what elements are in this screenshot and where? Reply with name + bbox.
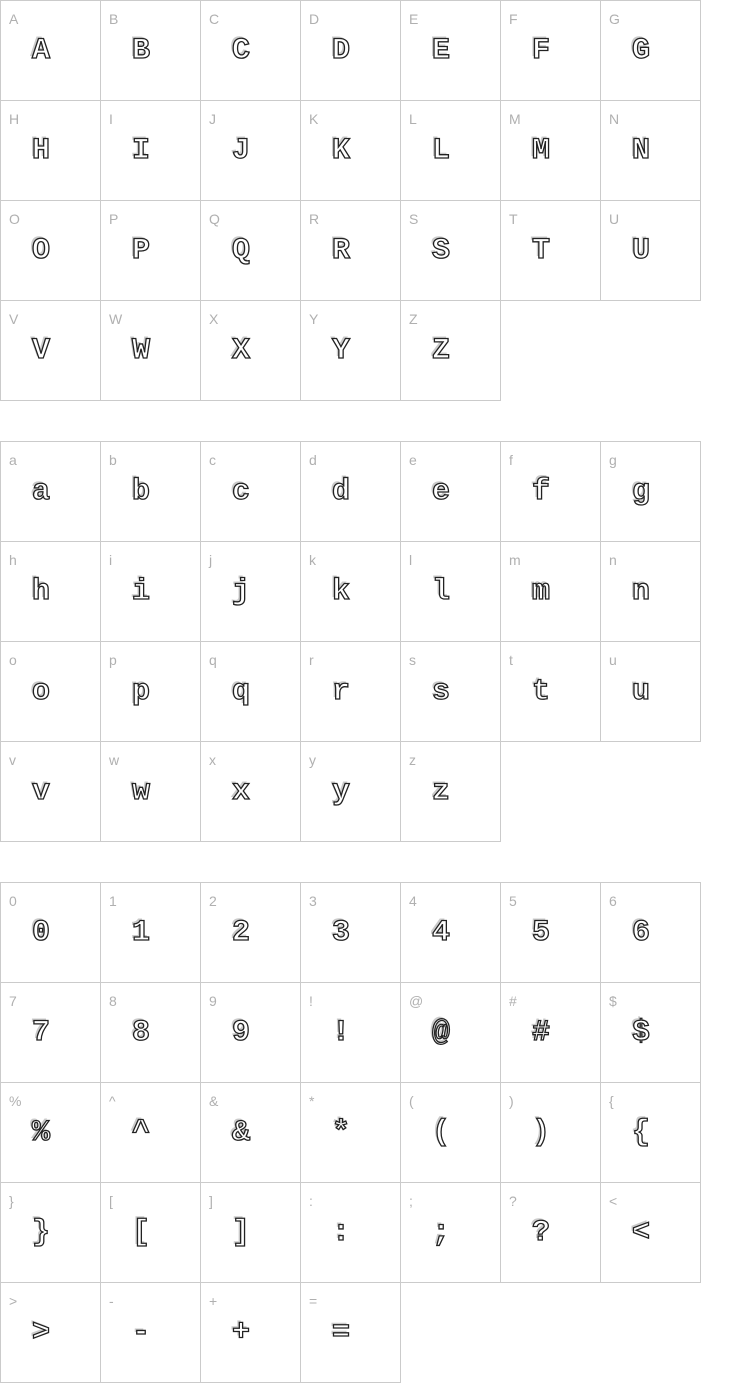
cell-label: : (309, 1193, 313, 1209)
glyph-cell (301, 301, 401, 401)
cell-glyph: > (31, 1315, 50, 1350)
glyph-cell (201, 883, 301, 983)
cell-glyph: g (631, 474, 650, 509)
cell-glyph: B (131, 33, 150, 68)
glyph-cell (1, 1, 101, 101)
cell-glyph: s (431, 674, 450, 709)
cell-glyph: o (31, 674, 50, 709)
cell-label: ] (209, 1193, 213, 1209)
glyph-cell (101, 1083, 201, 1183)
cell-label: & (209, 1093, 219, 1109)
cell-label: < (609, 1193, 618, 1209)
cell-glyph: - (131, 1315, 150, 1350)
cell-glyph: M (531, 133, 550, 168)
cell-label: u (609, 652, 617, 668)
cell-label: l (409, 552, 413, 568)
cell-label: d (309, 452, 317, 468)
glyph-cell (401, 542, 501, 642)
cell-label: @ (409, 993, 424, 1009)
cell-glyph: 5 (531, 915, 550, 950)
cell-label: f (509, 452, 513, 468)
cell-label: # (509, 993, 517, 1009)
cell-glyph: = (331, 1315, 350, 1350)
glyph-cell (101, 542, 201, 642)
cell-label: L (409, 111, 417, 127)
cell-glyph: 1 (131, 915, 150, 950)
glyph-cell (501, 883, 601, 983)
cell-glyph: D (331, 33, 350, 68)
glyph-cell (401, 301, 501, 401)
glyph-cell (501, 1083, 601, 1183)
cell-glyph: H (31, 133, 50, 168)
cell-glyph: Y (331, 333, 350, 368)
cell-label: Y (309, 311, 319, 327)
cell-glyph: G (631, 33, 650, 68)
cell-label: M (509, 111, 521, 127)
cell-glyph: b (131, 474, 150, 509)
cell-glyph: 7 (31, 1015, 50, 1050)
cell-glyph: e (431, 474, 450, 509)
cell-glyph: Z (431, 333, 450, 368)
glyph-cell (101, 1, 201, 101)
glyph-cell (101, 301, 201, 401)
cell-label: - (109, 1293, 114, 1309)
cell-label: i (109, 552, 113, 568)
cell-label: 9 (209, 993, 217, 1009)
glyph-cell (101, 442, 201, 542)
cell-label: y (309, 752, 316, 768)
glyph-cell (501, 101, 601, 201)
cell-glyph: < (631, 1215, 650, 1250)
glyph-cell (501, 442, 601, 542)
cell-label: ( (409, 1093, 414, 1109)
cell-glyph: k (331, 574, 350, 609)
glyph-cell (301, 442, 401, 542)
cell-glyph: ] (231, 1215, 250, 1250)
cell-label: q (209, 652, 217, 668)
cell-label: % (9, 1093, 22, 1109)
cell-glyph: ; (431, 1215, 450, 1250)
cell-glyph: T (531, 233, 550, 268)
cell-glyph: h (31, 574, 50, 609)
cell-label: h (9, 552, 17, 568)
glyph-cell (301, 1, 401, 101)
cell-label: U (609, 211, 620, 227)
cell-label: ; (409, 1193, 413, 1209)
cell-label: O (9, 211, 20, 227)
cell-glyph: j (231, 574, 250, 609)
cell-glyph: l (431, 574, 450, 609)
cell-label: ) (509, 1093, 514, 1109)
glyph-cell (501, 201, 601, 301)
cell-glyph: I (131, 133, 150, 168)
glyph-cell (501, 1, 601, 101)
cell-glyph: O (31, 233, 50, 268)
glyph-cell (401, 983, 501, 1083)
cell-label: D (309, 11, 320, 27)
glyph-cell (201, 101, 301, 201)
glyph-cell (301, 201, 401, 301)
cell-glyph: [ (131, 1215, 150, 1250)
cell-label: $ (609, 993, 617, 1009)
glyph-cell (401, 642, 501, 742)
cell-glyph: 9 (231, 1015, 250, 1050)
glyph-cell (401, 442, 501, 542)
glyph-cell (201, 542, 301, 642)
cell-glyph: f (531, 474, 550, 509)
cell-glyph: P (131, 233, 150, 268)
cell-glyph: d (331, 474, 350, 509)
cell-label: V (9, 311, 19, 327)
glyph-cell (201, 1083, 301, 1183)
cell-glyph: * (331, 1115, 350, 1150)
glyph-cell (1, 201, 101, 301)
glyph-cell (201, 1, 301, 101)
cell-glyph: 6 (631, 915, 650, 950)
cell-label: { (609, 1093, 614, 1109)
glyph-cell (301, 742, 401, 842)
cell-glyph: } (31, 1215, 50, 1250)
cell-label: a (9, 452, 17, 468)
glyph-cell (401, 101, 501, 201)
cell-glyph: N (631, 133, 650, 168)
cell-glyph: F (531, 33, 550, 68)
cell-glyph: J (231, 133, 250, 168)
cell-label: m (509, 552, 521, 568)
glyph-cell (101, 101, 201, 201)
cell-glyph: q (231, 674, 250, 709)
cell-label: r (309, 652, 314, 668)
cell-glyph: 4 (431, 915, 450, 950)
cell-label: = (309, 1293, 318, 1309)
cell-glyph: a (31, 474, 50, 509)
cell-glyph: U (631, 233, 650, 268)
cell-label: x (209, 752, 216, 768)
glyph-cell (1, 883, 101, 983)
cell-label: p (109, 652, 117, 668)
glyph-cell (1, 301, 101, 401)
cell-label: [ (109, 1193, 113, 1209)
cell-glyph: # (531, 1015, 550, 1050)
cell-glyph: z (431, 774, 450, 809)
glyph-cell (201, 642, 301, 742)
cell-label: o (9, 652, 17, 668)
cell-glyph: E (431, 33, 450, 68)
cell-glyph: t (531, 674, 550, 709)
glyph-cell (101, 1283, 201, 1383)
cell-glyph: K (331, 133, 350, 168)
cell-glyph: { (631, 1115, 650, 1150)
glyph-cell (1, 542, 101, 642)
cell-label: b (109, 452, 117, 468)
cell-glyph: X (231, 333, 250, 368)
cell-label: Z (409, 311, 418, 327)
cell-glyph: p (131, 674, 150, 709)
cell-label: 3 (309, 893, 317, 909)
cell-label: j (209, 552, 213, 568)
glyph-cell (1, 1183, 101, 1283)
glyph-cell (1, 1083, 101, 1183)
glyph-cell (601, 983, 701, 1083)
glyph-cell (201, 301, 301, 401)
digits-symbols-glyph-grid (0, 882, 701, 1383)
cell-label: P (109, 211, 119, 227)
glyph-cell (101, 742, 201, 842)
cell-label: c (209, 452, 216, 468)
cell-label: J (209, 111, 216, 127)
cell-glyph: R (331, 233, 350, 268)
cell-glyph: 3 (331, 915, 350, 950)
cell-label: s (409, 652, 416, 668)
cell-label: ? (509, 1193, 517, 1209)
cell-glyph: v (31, 774, 50, 809)
cell-label: 2 (209, 893, 217, 909)
cell-label: } (9, 1193, 14, 1209)
cell-glyph: 0 (31, 915, 50, 950)
glyph-cell (1, 742, 101, 842)
glyph-cell (201, 1283, 301, 1383)
cell-label: g (609, 452, 617, 468)
cell-glyph: 2 (231, 915, 250, 950)
glyph-cell (301, 983, 401, 1083)
cell-glyph: ) (531, 1115, 550, 1150)
cell-glyph: y (331, 774, 350, 809)
cell-label: e (409, 452, 417, 468)
glyph-cell (201, 1183, 301, 1283)
cell-label: 5 (509, 893, 517, 909)
glyph-cell (1, 983, 101, 1083)
cell-label: W (109, 311, 123, 327)
glyph-cell (201, 983, 301, 1083)
cell-label: 8 (109, 993, 117, 1009)
glyph-cell (601, 1083, 701, 1183)
cell-glyph: % (31, 1115, 50, 1150)
lowercase-glyph-grid (0, 441, 701, 842)
cell-glyph: & (231, 1115, 250, 1150)
cell-label: 4 (409, 893, 417, 909)
glyph-cell (601, 1183, 701, 1283)
glyph-cell (601, 883, 701, 983)
cell-label: > (9, 1293, 18, 1309)
glyph-cell (601, 1, 701, 101)
cell-glyph: x (231, 774, 250, 809)
cell-label: H (9, 111, 20, 127)
glyph-cell (301, 1083, 401, 1183)
glyph-cell (1, 1283, 101, 1383)
glyph-cell (401, 1083, 501, 1183)
glyph-cell (301, 101, 401, 201)
cell-label: ! (309, 993, 313, 1009)
cell-label: v (9, 752, 16, 768)
cell-glyph: ? (531, 1215, 550, 1250)
cell-label: + (209, 1293, 218, 1309)
cell-glyph: $ (631, 1015, 650, 1050)
glyph-cell (601, 101, 701, 201)
glyph-cell (101, 201, 201, 301)
cell-glyph: A (31, 33, 50, 68)
cell-glyph: ^ (131, 1115, 150, 1150)
glyph-cell (1, 442, 101, 542)
cell-glyph: r (331, 674, 350, 709)
cell-label: X (209, 311, 219, 327)
cell-label: * (309, 1093, 315, 1109)
cell-glyph: S (431, 233, 450, 268)
cell-glyph: w (131, 774, 150, 809)
cell-glyph: Q (231, 233, 250, 268)
cell-label: w (109, 752, 120, 768)
glyph-cell (501, 1183, 601, 1283)
glyph-cell (601, 642, 701, 742)
cell-glyph: m (531, 574, 550, 609)
glyph-cell (401, 201, 501, 301)
glyph-cell (401, 883, 501, 983)
cell-label: F (509, 11, 518, 27)
glyph-cell (501, 983, 601, 1083)
cell-label: 7 (9, 993, 17, 1009)
cell-glyph: + (231, 1315, 250, 1350)
cell-glyph: c (231, 474, 250, 509)
cell-label: t (509, 652, 513, 668)
cell-label: z (409, 752, 416, 768)
cell-glyph: V (31, 333, 50, 368)
cell-glyph: ( (431, 1115, 450, 1150)
cell-label: n (609, 552, 617, 568)
cell-glyph: C (231, 33, 250, 68)
glyph-cell (301, 883, 401, 983)
cell-label: B (109, 11, 119, 27)
cell-label: T (509, 211, 518, 227)
glyph-cell (301, 1183, 401, 1283)
cell-glyph: @ (431, 1015, 450, 1050)
glyph-cell (601, 201, 701, 301)
cell-label: I (109, 111, 113, 127)
glyph-cell (1, 642, 101, 742)
cell-glyph: L (431, 133, 450, 168)
cell-label: 0 (9, 893, 17, 909)
glyph-cell (101, 642, 201, 742)
cell-glyph: u (631, 674, 650, 709)
glyph-cell (301, 1283, 401, 1383)
cell-label: S (409, 211, 419, 227)
glyph-cell (201, 201, 301, 301)
glyph-cell (301, 642, 401, 742)
cell-glyph: ! (331, 1015, 350, 1050)
cell-label: Q (209, 211, 220, 227)
cell-label: C (209, 11, 220, 27)
cell-glyph: 8 (131, 1015, 150, 1050)
cell-glyph: n (631, 574, 650, 609)
cell-label: E (409, 11, 419, 27)
uppercase-glyph-grid (0, 0, 701, 401)
cell-label: A (9, 11, 19, 27)
cell-label: N (609, 111, 620, 127)
glyph-cell (501, 642, 601, 742)
glyph-cell (101, 983, 201, 1083)
glyph-cell (401, 1183, 501, 1283)
glyph-cell (501, 542, 601, 642)
glyph-cell (601, 442, 701, 542)
cell-label: ^ (109, 1093, 116, 1109)
cell-label: K (309, 111, 319, 127)
cell-glyph: i (131, 574, 150, 609)
cell-label: 6 (609, 893, 617, 909)
glyph-cell (401, 1, 501, 101)
cell-glyph: : (331, 1215, 350, 1250)
glyph-cell (201, 442, 301, 542)
glyph-cell (201, 742, 301, 842)
cell-label: G (609, 11, 620, 27)
cell-label: R (309, 211, 320, 227)
glyph-cell (101, 883, 201, 983)
cell-label: k (309, 552, 316, 568)
glyph-cell (1, 101, 101, 201)
glyph-cell (401, 742, 501, 842)
cell-glyph: W (131, 333, 150, 368)
cell-label: 1 (109, 893, 117, 909)
glyph-cell (101, 1183, 201, 1283)
glyph-cell (601, 542, 701, 642)
glyph-cell (301, 542, 401, 642)
